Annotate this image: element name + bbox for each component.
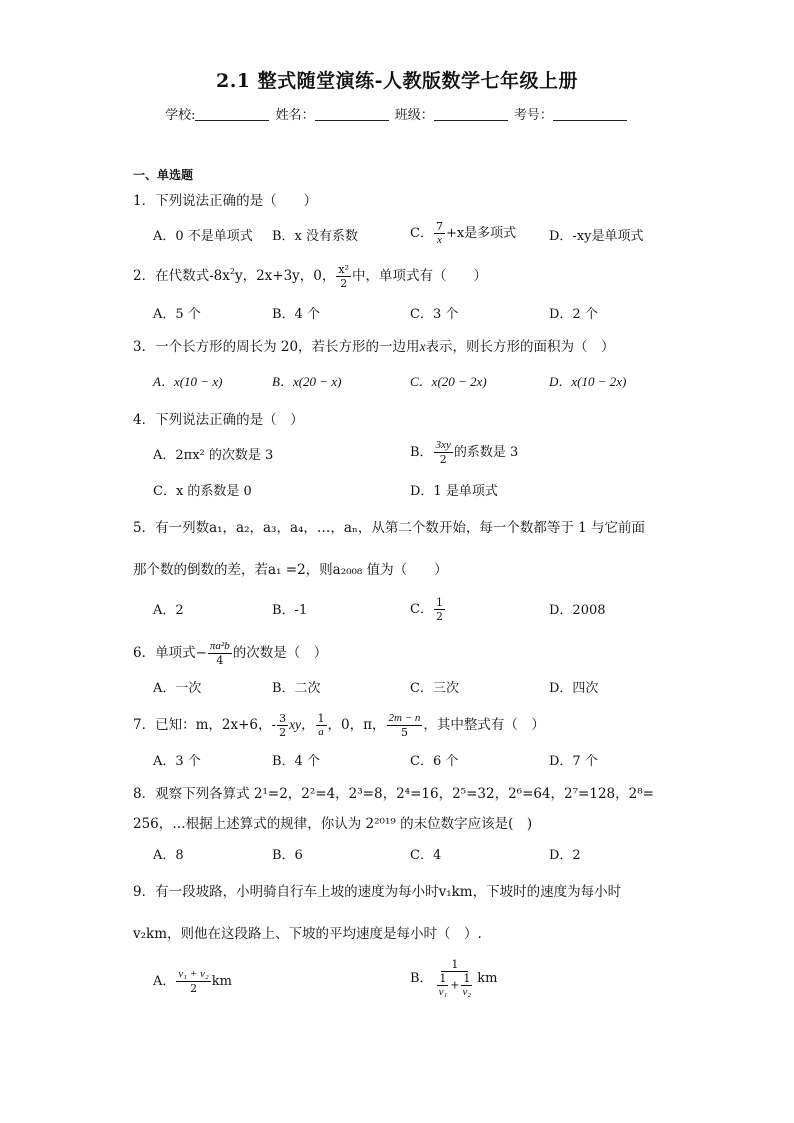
q3-stem [133,337,615,357]
q7-option-d: D．7 个 [549,754,598,769]
q1-c-suffix: +x是多项式 [445,226,517,241]
q9-b-top: 1 [441,958,468,972]
q8-line2: 256，…根据上述算式的规律，你认为 2²⁰¹⁹ 的末位数字应该是( ) [133,816,533,832]
q9-b-frac1 [437,972,450,999]
q2-frac-num: x² [338,263,350,276]
q4-b-fraction [434,439,453,466]
q7-frac2 [316,712,327,739]
q7-f1-den: 2 [279,726,287,739]
q4-option-d: D．1 是单项式 [410,484,498,499]
q7-option-b: B．4 个 [272,754,320,769]
q7-option-c: C．6 个 [410,754,459,769]
q7-f2-num: 1 [317,712,325,725]
q4-b-prefix: B． [410,445,433,460]
q1-option-a: A．0 不是单项式 [153,229,253,244]
q9-b-prefix: B． [410,971,433,986]
q5-option-c [410,596,446,623]
q9-b-frac2 [461,972,474,999]
class-label: 班级： [394,108,434,123]
page-title: 2.1 整式随堂演练-人教版数学七年级上册 [215,70,579,92]
q7-s1: 7．已知：m，2x+6，- [133,717,277,733]
q2-stem-mid: y，2x+3y，0， [234,268,336,284]
q2-option-d: D．2 个 [549,307,598,322]
q1-option-c [410,220,516,247]
q3-option-d: D．x(10 − 2x) [549,374,627,389]
q9-b-fraction [434,958,477,999]
q7-f1-num: 3 [279,712,287,725]
q6-fraction [208,640,232,667]
q9-b-n2: 1 [463,972,471,985]
q4-option-c: C．x 的系数是 0 [153,484,252,499]
q4-stem: 4．下列说法正确的是（ ） [133,412,304,428]
q8-option-a: A．8 [153,848,184,863]
q7-stem [133,712,545,739]
class-blank[interactable] [434,107,508,121]
q9-b-plus: + [450,978,460,992]
q6-option-c: C．三次 [410,681,459,696]
q9-a-fraction [176,968,210,995]
q7-f3-den: 5 [400,726,408,739]
q3-option-c: C．x(20 − 2x) [410,374,487,389]
q9-b-bottom [434,972,477,999]
q7-s3: ，0，π， [327,717,386,733]
school-label: 学校: [165,108,196,123]
q7-f3-num: 2m − n [388,712,421,724]
q2-fraction [336,263,351,290]
q5-c-prefix: C． [410,602,433,617]
q5-option-a: A．2 [153,603,184,618]
q7-option-a: A．3 个 [153,754,201,769]
q9-a-den: 2 [190,982,198,995]
q8-line1: 8．观察下列各算式 2¹=2，2²=4，2³=8，2⁴=16，2⁵=32，2⁶=64，2⁷=128，2⁸= [133,786,654,802]
q6-stem [133,640,327,667]
q8-option-d: D．2 [549,848,581,863]
q6-frac-num: πa²b [209,640,230,652]
q5-line1: 5．有一列数a₁，a₂，a₃，a₄，…，aₙ，从第二个数开始，每一个数都等于 1 与它前面 [133,520,645,536]
q5-c-den: 2 [435,610,443,623]
q9-option-b [410,958,497,999]
q6-option-d: D．四次 [549,681,599,696]
q7-s4: ，其中整式有（ ） [423,717,545,733]
q4-b-num: 3xy [435,439,451,451]
q4-option-a: A．2πx² 的次数是 3 [153,448,274,463]
q4-b-suffix: 的系数是 3 [453,445,519,460]
q9-a-suffix: km [211,974,232,989]
q5-line2: 那个数的倒数的差，若a₁ =2，则a₂₀₀₈ 值为（ ） [133,562,448,578]
q7-frac3 [387,712,423,739]
q5-option-b: B．-1 [272,603,308,618]
q2-sup: 2 [229,267,235,276]
exam-blank[interactable] [553,107,627,121]
q2-option-c: C．3 个 [410,307,459,322]
name-label: 姓名： [275,108,315,123]
q1-c-den: x [437,234,442,246]
q6-stem-post: 的次数是（ ） [232,645,328,661]
q6-option-b: B．二次 [272,681,321,696]
q3-option-b: B．x(20 − x) [272,374,342,389]
q9-a-prefix: A． [153,974,176,989]
q9-line1: 9．有一段坡路，小明骑自行车上坡的速度为每小时v₁km，下坡时的速度为每小时 [133,884,622,900]
q2-option-a: A．5 个 [153,307,201,322]
q7-frac1 [277,712,288,739]
q3-stem-post: 表示，则长方形的面积为（ ） [425,339,615,355]
q2-stem [133,262,487,290]
q2-stem-pre: 2．在代数式-8x [133,268,230,284]
q9-b-n1: 1 [439,972,447,985]
q7-f2-den: a [318,726,324,738]
name-blank[interactable] [315,107,389,121]
q9-b-d1: v₁ [438,986,448,998]
q1-c-num: 7 [435,220,443,233]
q2-stem-post: 中，单项式有（ ） [352,268,488,284]
q1-c-fraction [434,220,445,247]
q1-option-b: B．x 没有系数 [272,229,359,244]
exam-label: 考号： [513,108,553,123]
q9-option-a [153,968,232,995]
student-info-line [0,104,794,123]
q9-b-suffix: km [477,971,498,986]
q1-c-prefix: C． [410,226,433,241]
q7-s2: xy， [289,717,315,732]
q2-option-b: B．4 个 [272,307,320,322]
q5-c-fraction [434,596,445,623]
q3-stem-pre: 3．一个长方形的周长为 20，若长方形的一边用 [133,339,420,355]
q9-line2: v₂km，则他在这段路上、下坡的平均速度是每小时（ ）. [133,926,482,942]
q9-a-num: v₁ + v₂ [178,968,209,980]
q4-option-b [410,439,518,466]
school-blank[interactable] [195,107,269,121]
q6-stem-pre: 6．单项式− [133,645,207,661]
q5-c-num: 1 [435,596,443,609]
q4-b-den: 2 [439,453,447,466]
q6-option-a: A．一次 [153,681,202,696]
q1-option-d: D．-xy是单项式 [549,229,644,244]
q3-option-a: A．x(10 − x) [153,374,223,389]
section-heading: 一、单选题 [133,168,194,182]
q9-b-d2: v₂ [462,986,472,998]
q8-option-c: C．4 [410,848,442,863]
q8-option-b: B．6 [272,848,303,863]
q1-stem: 1．下列说法正确的是（ ） [133,193,318,209]
q3-var: x [419,339,426,354]
q5-option-d: D．2008 [549,603,606,618]
q6-frac-den: 4 [216,654,224,667]
q2-frac-den: 2 [340,277,348,290]
